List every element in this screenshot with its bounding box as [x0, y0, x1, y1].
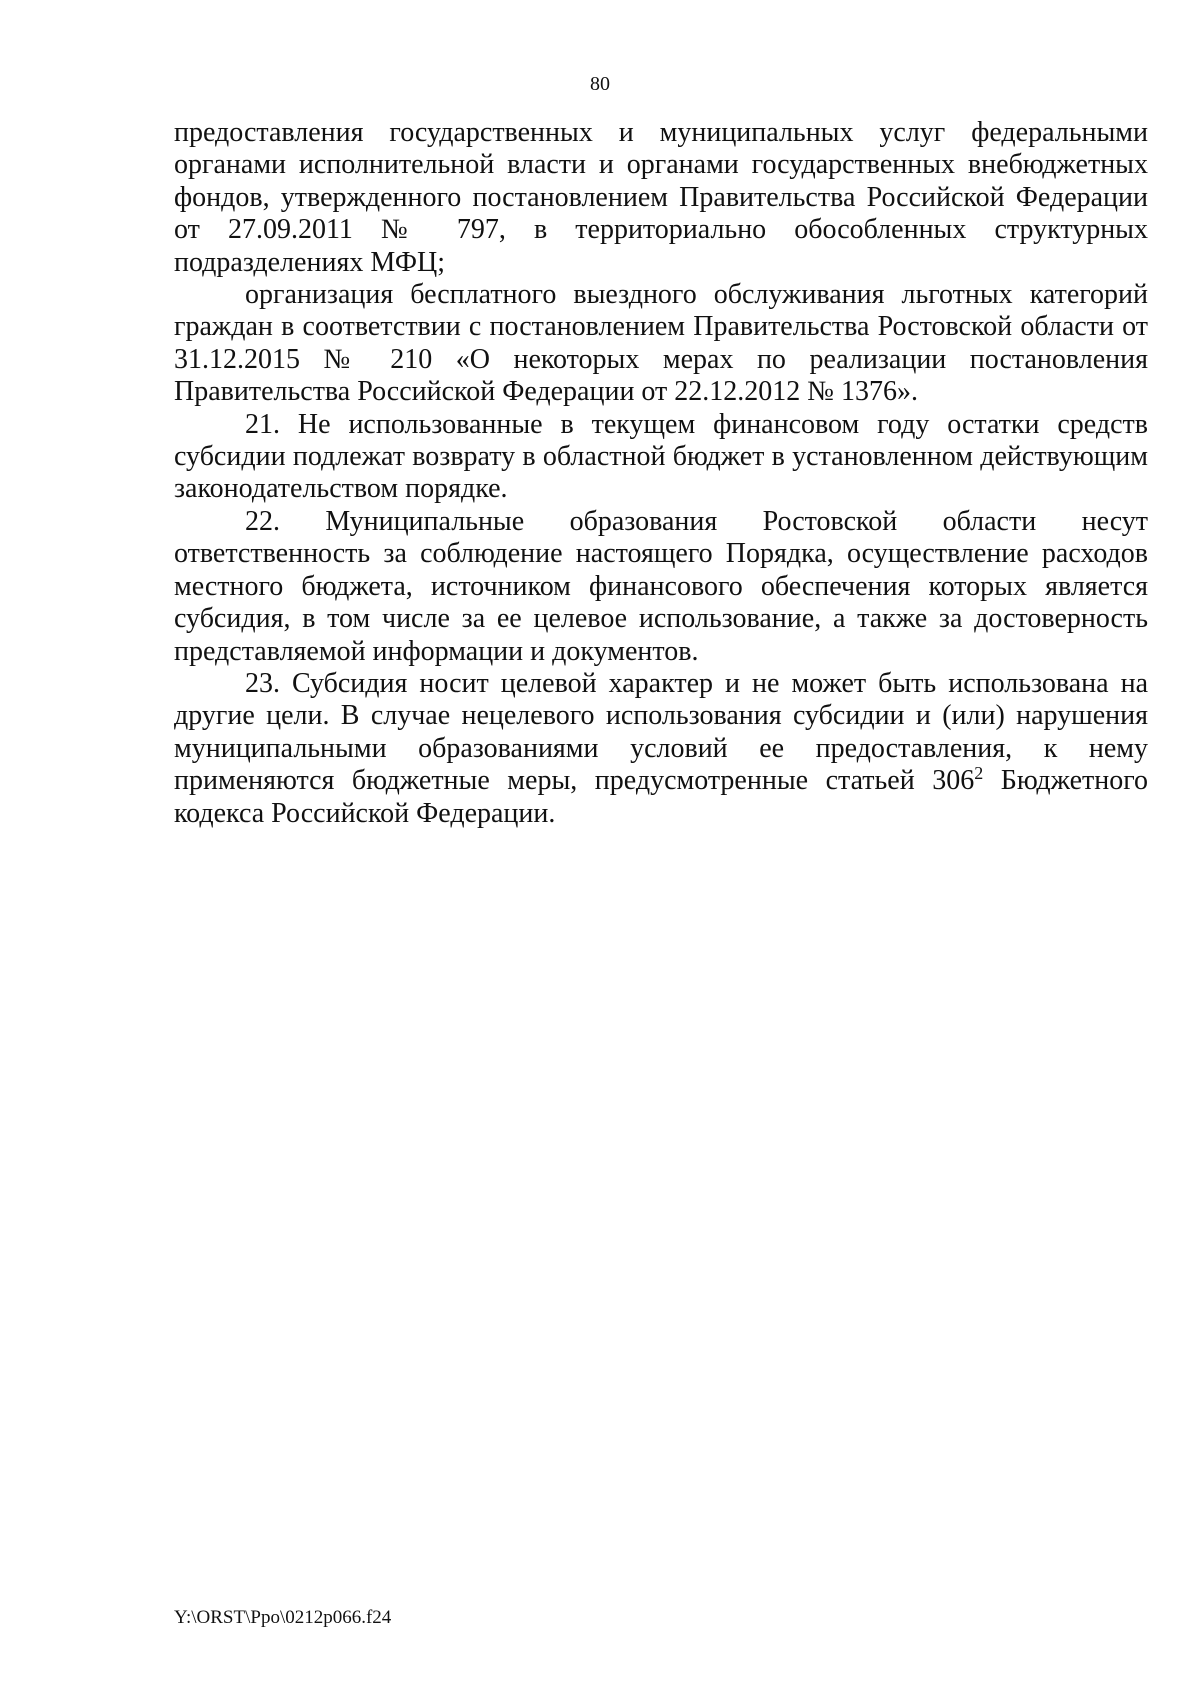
paragraph-22-responsibility: 22. Муниципальные образования Ростовской области несут ответственность за соблюдение настоящего Порядка, осуществление расходов местного бюджета, источником финансового обеспечения которых является субсидия, в том числе за ее целевое использование, а также за достоверность представляемой информации и документов. — [174, 505, 1148, 667]
paragraph-23-targeted-use — [174, 668, 1148, 830]
footer-file-path: Y:\ORST\Ppo\0212p066.f24 — [174, 1607, 392, 1628]
document-body — [174, 117, 1148, 830]
article-superscript: 2 — [974, 763, 984, 784]
page-number: 80 — [590, 73, 610, 95]
paragraph-23-text-start: 23. Субсидия носит целевой характер и не может быть использована на другие цели. В случае нецелевого использования субсидии и (или) нарушения муниципальными образованиями условий ее предоставления, к нему применяются бюджетные меры, предусмотренные статьей 306 — [174, 667, 1148, 797]
paragraph-21-unused-balances: 21. Не использованные в текущем финансовом году остатки средств субсидии подлежат возврату в областной бюджет в установленном действующим законодательством порядке. — [174, 408, 1148, 505]
paragraph-continuation-mfc: предоставления государственных и муниципальных услуг федеральными органами исполнительной власти и органами государственных внебюджетных фондов, утвержденного постановлением Правительства Российской Федерации от 27.09.2011 № 797, в территориально обособленных структурных подразделениях МФЦ; — [174, 117, 1148, 278]
paragraph-free-mobile-service: организация бесплатного выездного обслуживания льготных категорий граждан в соответствии с постановлением Правительства Ростовской области от 31.12.2015 № 210 «О некоторых мерах по реализации постановления Правительства Российской Федерации от 22.12.2012 № 1376». — [174, 279, 1148, 408]
paragraph-23-text-end: Бюджетного кодекса Российской Федерации. — [174, 765, 1149, 829]
